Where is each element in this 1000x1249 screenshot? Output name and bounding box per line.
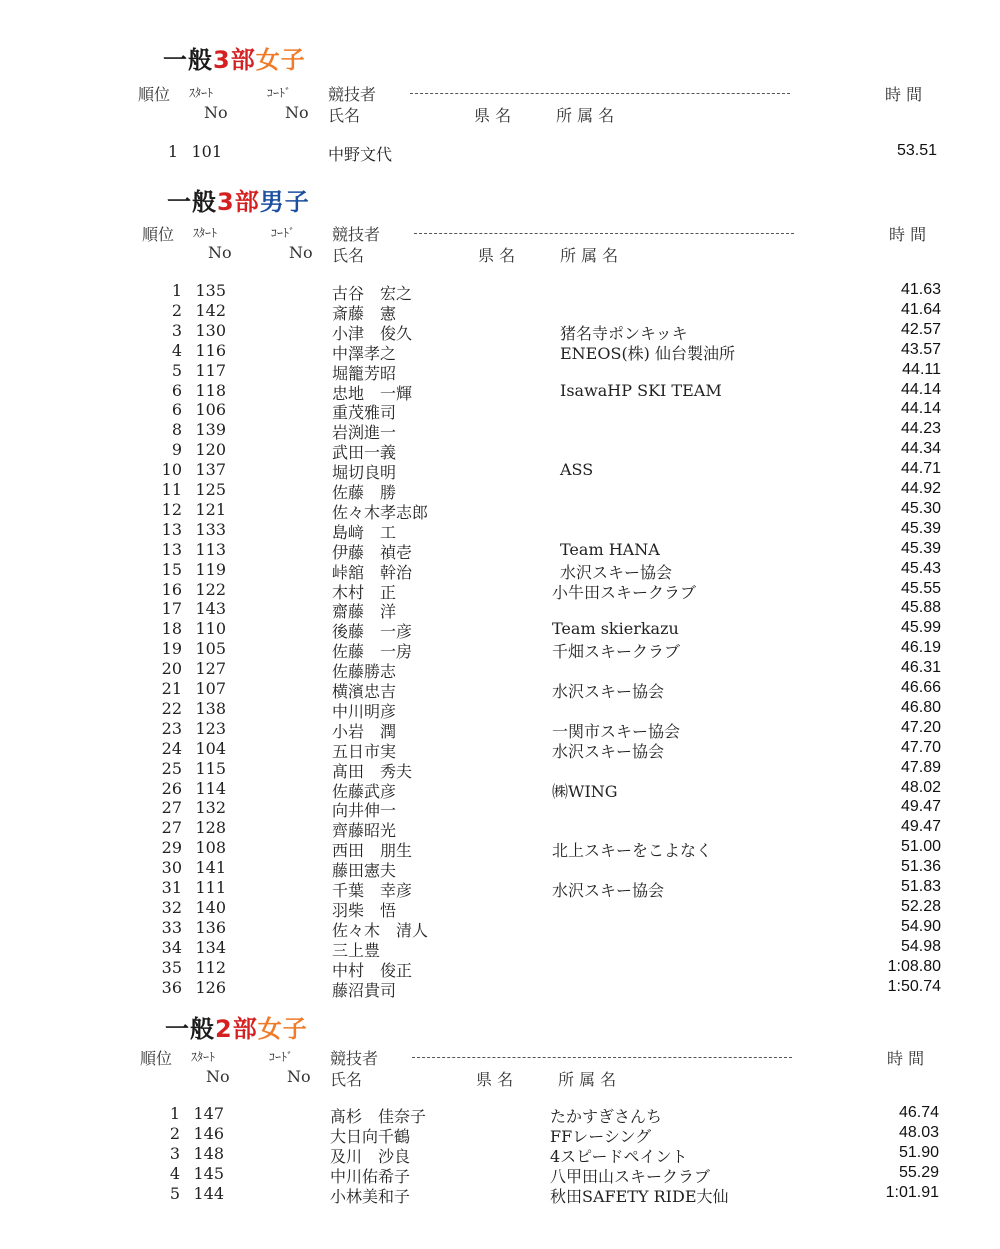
name-cell: 中澤孝之 xyxy=(332,344,397,363)
table-row xyxy=(0,1124,1000,1144)
rank-cell: 27 xyxy=(161,798,182,817)
affiliation-cell: IsawaHP SKI TEAM xyxy=(560,381,722,400)
name-cell: 小岩 潤 xyxy=(332,722,397,741)
name-cell: 峠舘 幹治 xyxy=(332,563,413,582)
start-no-cell: 145 xyxy=(193,1164,224,1183)
rank-cell: 32 xyxy=(161,898,182,917)
title-gender: 女子 xyxy=(257,1015,308,1043)
table-row xyxy=(0,560,1000,580)
affiliation-cell: 水沢スキー協会 xyxy=(560,563,673,582)
header-prefecture: 県 名 xyxy=(478,246,516,265)
rank-cell: 29 xyxy=(161,838,182,857)
rank-cell: 4 xyxy=(171,341,182,360)
name-cell: 中川佑希子 xyxy=(330,1167,411,1186)
table-row xyxy=(0,500,1000,520)
time-cell: 46.66 xyxy=(900,679,941,696)
name-cell: 岩渕進一 xyxy=(332,423,397,442)
title-division: 2部 xyxy=(215,1015,258,1043)
table-row xyxy=(0,779,1000,799)
name-cell: 小林美和子 xyxy=(330,1187,411,1206)
name-cell: 齋藤 洋 xyxy=(332,602,397,621)
table-row xyxy=(0,858,1000,878)
rank-cell: 35 xyxy=(161,958,182,977)
header-time: 時 間 xyxy=(889,225,927,244)
title-gender: 女子 xyxy=(255,46,306,74)
table-row xyxy=(0,381,1000,401)
time-cell: 44.71 xyxy=(900,460,941,477)
header-competitor: 競技者 xyxy=(332,225,381,244)
time-cell: 54.90 xyxy=(900,918,941,935)
table-row xyxy=(0,480,1000,500)
affiliation-cell: 一関市スキー協会 xyxy=(552,722,681,741)
header-start-no: No xyxy=(208,243,232,262)
affiliation-cell: 千畑スキークラブ xyxy=(552,642,681,661)
table-row xyxy=(0,400,1000,420)
rank-cell: 23 xyxy=(161,719,182,738)
header-rank: 順位 xyxy=(140,1049,173,1068)
rank-cell: 1 xyxy=(169,1104,180,1123)
start-no-cell: 132 xyxy=(195,798,226,817)
affiliation-cell: 小牛田スキークラブ xyxy=(552,583,697,602)
time-cell: 45.88 xyxy=(900,599,941,616)
name-cell: 羽柴 悟 xyxy=(332,901,397,920)
start-no-cell: 111 xyxy=(195,878,226,897)
rank-cell: 22 xyxy=(161,699,182,718)
table-row xyxy=(0,1184,1000,1204)
affiliation-cell: ASS xyxy=(560,460,594,479)
affiliation-cell: 水沢スキー協会 xyxy=(552,682,665,701)
time-cell: 44.14 xyxy=(900,381,941,398)
header-name: 氏名 xyxy=(330,1070,363,1089)
name-cell: 佐藤 一房 xyxy=(332,642,413,661)
start-no-cell: 128 xyxy=(195,818,226,837)
start-no-cell: 148 xyxy=(193,1144,224,1163)
table-row xyxy=(0,898,1000,918)
time-cell: 51.00 xyxy=(900,838,941,855)
affiliation-cell: 北上スキーをこよなく xyxy=(552,841,713,860)
time-cell: 44.23 xyxy=(900,420,941,437)
rank-cell: 25 xyxy=(161,759,182,778)
name-cell: 武田一義 xyxy=(332,443,397,462)
start-no-cell: 135 xyxy=(195,281,226,300)
start-no-cell: 118 xyxy=(195,381,226,400)
time-cell: 51.36 xyxy=(900,858,941,875)
affiliation-cell: ENEOS(株) 仙台製油所 xyxy=(560,344,736,363)
start-no-cell: 122 xyxy=(195,580,226,599)
name-cell: 佐々木孝志郎 xyxy=(332,503,429,522)
start-no-cell: 133 xyxy=(195,520,226,539)
time-cell: 51.90 xyxy=(898,1144,939,1161)
start-no-cell: 142 xyxy=(195,301,226,320)
time-cell: 48.03 xyxy=(898,1124,939,1141)
header-affiliation: 所 属 名 xyxy=(560,246,619,265)
title-division: 3部 xyxy=(213,46,256,74)
table-row xyxy=(0,659,1000,679)
start-no-cell: 105 xyxy=(195,639,226,658)
time-cell: 47.89 xyxy=(900,759,941,776)
table-row xyxy=(0,1144,1000,1164)
affiliation-cell: 水沢スキー協会 xyxy=(552,881,665,900)
rank-cell: 6 xyxy=(171,400,182,419)
table-row xyxy=(0,918,1000,938)
header-competitor: 競技者 xyxy=(330,1049,379,1068)
start-no-cell: 113 xyxy=(195,540,226,559)
table-row xyxy=(0,739,1000,759)
time-cell: 44.11 xyxy=(902,361,941,378)
start-no-cell: 121 xyxy=(195,500,226,519)
rank-cell: 26 xyxy=(161,779,182,798)
start-no-cell: 114 xyxy=(195,779,226,798)
name-cell: 佐々木 清人 xyxy=(332,921,429,940)
affiliation-cell: Team HANA xyxy=(560,540,660,559)
start-no-cell: 108 xyxy=(195,838,226,857)
affiliation-cell: 4スピードペイント xyxy=(550,1147,688,1166)
rank-cell: 30 xyxy=(161,858,182,877)
name-cell: 島﨑 工 xyxy=(332,523,397,542)
header-rank: 順位 xyxy=(142,225,175,244)
name-cell: 堀籠芳昭 xyxy=(332,364,397,383)
table-row xyxy=(0,142,1000,162)
header-time: 時 間 xyxy=(887,1049,925,1068)
header-time: 時 間 xyxy=(885,85,923,104)
title-category: 一般 xyxy=(165,1015,215,1043)
rank-cell: 9 xyxy=(171,440,182,459)
name-cell: 横濱忠吉 xyxy=(332,682,397,701)
start-no-cell: 106 xyxy=(195,400,226,419)
time-cell: 47.20 xyxy=(900,719,941,736)
name-cell: 堀切良明 xyxy=(332,463,397,482)
name-cell: 中村 俊正 xyxy=(332,961,413,980)
header-start: ｽﾀｰﾄ xyxy=(189,86,214,100)
start-no-cell: 120 xyxy=(195,440,226,459)
header-start-no: No xyxy=(204,103,228,122)
time-cell: 45.99 xyxy=(900,619,941,636)
name-cell: 髙杉 佳奈子 xyxy=(330,1107,427,1126)
affiliation-cell: Team skierkazu xyxy=(552,619,679,638)
start-no-cell: 137 xyxy=(195,460,226,479)
rank-cell: 15 xyxy=(161,560,182,579)
table-row xyxy=(0,520,1000,540)
time-cell: 54.98 xyxy=(900,938,941,955)
table-row xyxy=(0,301,1000,321)
header-divider xyxy=(410,93,790,94)
header-code: ｺｰﾄﾞ xyxy=(269,1050,294,1064)
table-row xyxy=(0,420,1000,440)
name-cell: 五日市実 xyxy=(332,742,397,761)
name-cell: 伊藤 禎壱 xyxy=(332,543,413,562)
name-cell: 木村 正 xyxy=(332,583,397,602)
start-no-cell: 104 xyxy=(195,739,226,758)
name-cell: 西田 朋生 xyxy=(332,841,413,860)
start-no-cell: 141 xyxy=(195,858,226,877)
rank-cell: 13 xyxy=(161,540,182,559)
header-code-no: No xyxy=(285,103,309,122)
table-row xyxy=(0,540,1000,560)
time-cell: 46.19 xyxy=(900,639,941,656)
start-no-cell: 136 xyxy=(195,918,226,937)
time-cell: 44.34 xyxy=(900,440,941,457)
rank-cell: 21 xyxy=(161,679,182,698)
name-cell: 向井伸一 xyxy=(332,801,397,820)
header-start: ｽﾀｰﾄ xyxy=(193,226,218,240)
rank-cell: 18 xyxy=(161,619,182,638)
time-cell: 49.47 xyxy=(900,818,941,835)
time-cell: 55.29 xyxy=(898,1164,939,1181)
header-start: ｽﾀｰﾄ xyxy=(191,1050,216,1064)
time-cell: 52.28 xyxy=(900,898,941,915)
start-no-cell: 119 xyxy=(195,560,226,579)
time-cell: 46.31 xyxy=(900,659,941,676)
affiliation-cell: 八甲田山スキークラブ xyxy=(550,1167,711,1186)
start-no-cell: 144 xyxy=(193,1184,224,1203)
time-cell: 47.70 xyxy=(900,739,941,756)
name-cell: 後藤 一彦 xyxy=(332,622,413,641)
start-no-cell: 112 xyxy=(195,958,226,977)
affiliation-cell: たかすぎさんち xyxy=(550,1107,663,1126)
affiliation-cell: ㈱WING xyxy=(552,782,618,801)
header-prefecture: 県 名 xyxy=(474,106,512,125)
table-row xyxy=(0,679,1000,699)
start-no-cell: 130 xyxy=(195,321,226,340)
rank-cell: 19 xyxy=(161,639,182,658)
table-row xyxy=(0,1164,1000,1184)
header-divider xyxy=(414,233,794,234)
start-no-cell: 138 xyxy=(195,699,226,718)
start-no-cell: 139 xyxy=(195,420,226,439)
table-row xyxy=(0,978,1000,998)
start-no-cell: 146 xyxy=(193,1124,224,1143)
table-row xyxy=(0,958,1000,978)
name-cell: 小津 俊久 xyxy=(332,324,413,343)
time-cell: 45.39 xyxy=(900,520,941,537)
rank-cell: 27 xyxy=(161,818,182,837)
table-row xyxy=(0,341,1000,361)
start-no-cell: 126 xyxy=(195,978,226,997)
table-row xyxy=(0,759,1000,779)
time-cell: 49.47 xyxy=(900,798,941,815)
name-cell: 佐藤勝志 xyxy=(332,662,397,681)
start-no-cell: 134 xyxy=(195,938,226,957)
time-cell: 45.30 xyxy=(900,500,941,517)
rank-cell: 16 xyxy=(161,580,182,599)
name-cell: 大日向千鶴 xyxy=(330,1127,411,1146)
header-code: ｺｰﾄﾞ xyxy=(267,86,292,100)
rank-cell: 5 xyxy=(169,1184,180,1203)
title-division: 3部 xyxy=(217,188,260,216)
time-cell: 45.55 xyxy=(900,580,941,597)
table-row xyxy=(0,440,1000,460)
rank-cell: 3 xyxy=(169,1144,180,1163)
table-row xyxy=(0,619,1000,639)
table-row xyxy=(0,798,1000,818)
time-cell: 48.02 xyxy=(900,779,941,796)
time-cell: 45.39 xyxy=(900,540,941,557)
title-category: 一般 xyxy=(163,46,213,74)
time-cell: 42.57 xyxy=(900,321,941,338)
section-title xyxy=(167,182,310,217)
table-row xyxy=(0,699,1000,719)
time-cell: 53.51 xyxy=(896,142,937,159)
name-cell: 佐藤 勝 xyxy=(332,483,397,502)
rank-cell: 4 xyxy=(169,1164,180,1183)
header-divider xyxy=(412,1057,792,1058)
name-cell: 古谷 宏之 xyxy=(332,284,413,303)
table-row xyxy=(0,639,1000,659)
table-row xyxy=(0,321,1000,341)
start-no-cell: 101 xyxy=(191,142,222,161)
rank-cell: 5 xyxy=(171,361,182,380)
time-cell: 46.80 xyxy=(900,699,941,716)
rank-cell: 1 xyxy=(167,142,178,161)
rank-cell: 13 xyxy=(161,520,182,539)
start-no-cell: 110 xyxy=(195,619,226,638)
header-rank: 順位 xyxy=(138,85,171,104)
rank-cell: 6 xyxy=(171,381,182,400)
name-cell: 髙田 秀夫 xyxy=(332,762,413,781)
name-cell: 忠地 一輝 xyxy=(332,384,413,403)
rank-cell: 12 xyxy=(161,500,182,519)
affiliation-cell: FFレーシング xyxy=(550,1127,652,1146)
table-row xyxy=(0,580,1000,600)
header-code: ｺｰﾄﾞ xyxy=(271,226,296,240)
table-row xyxy=(0,599,1000,619)
rank-cell: 8 xyxy=(171,420,182,439)
affiliation-cell: 秋田SAFETY RIDE大仙 xyxy=(550,1187,729,1206)
name-cell: 千葉 幸彦 xyxy=(332,881,413,900)
header-affiliation: 所 属 名 xyxy=(558,1070,617,1089)
rank-cell: 24 xyxy=(161,739,182,758)
start-no-cell: 115 xyxy=(195,759,226,778)
section-title xyxy=(163,40,306,75)
header-name: 氏名 xyxy=(328,106,361,125)
header-code-no: No xyxy=(287,1067,311,1086)
name-cell: 三上豊 xyxy=(332,941,381,960)
rank-cell: 2 xyxy=(169,1124,180,1143)
name-cell: 藤田憲夫 xyxy=(332,861,397,880)
name-cell: 齊藤昭光 xyxy=(332,821,397,840)
table-row xyxy=(0,818,1000,838)
start-no-cell: 127 xyxy=(195,659,226,678)
rank-cell: 20 xyxy=(161,659,182,678)
name-cell: 斎藤 憲 xyxy=(332,304,397,323)
time-cell: 44.14 xyxy=(900,400,941,417)
table-row xyxy=(0,361,1000,381)
table-row xyxy=(0,719,1000,739)
time-cell: 43.57 xyxy=(900,341,941,358)
name-cell: 重茂雅司 xyxy=(332,403,397,422)
time-cell: 51.83 xyxy=(900,878,941,895)
rank-cell: 2 xyxy=(171,301,182,320)
time-cell: 1:08.80 xyxy=(887,958,941,975)
start-no-cell: 123 xyxy=(195,719,226,738)
header-name: 氏名 xyxy=(332,246,365,265)
rank-cell: 33 xyxy=(161,918,182,937)
affiliation-cell: 猪名寺ポンキッキ xyxy=(560,324,688,343)
time-cell: 1:01.91 xyxy=(885,1184,939,1201)
section-title xyxy=(165,1009,308,1044)
name-cell: 佐藤武彦 xyxy=(332,782,397,801)
rank-cell: 10 xyxy=(161,460,182,479)
name-cell: 藤沼貴司 xyxy=(332,981,397,1000)
rank-cell: 31 xyxy=(161,878,182,897)
start-no-cell: 125 xyxy=(195,480,226,499)
table-row xyxy=(0,938,1000,958)
time-cell: 1:50.74 xyxy=(887,978,941,995)
start-no-cell: 107 xyxy=(195,679,226,698)
header-prefecture: 県 名 xyxy=(476,1070,514,1089)
header-competitor: 競技者 xyxy=(328,85,377,104)
table-row xyxy=(0,838,1000,858)
start-no-cell: 147 xyxy=(193,1104,224,1123)
start-no-cell: 143 xyxy=(195,599,226,618)
rank-cell: 36 xyxy=(161,978,182,997)
time-cell: 45.43 xyxy=(900,560,941,577)
name-cell: 及川 沙良 xyxy=(330,1147,411,1166)
time-cell: 46.74 xyxy=(898,1104,939,1121)
header-start-no: No xyxy=(206,1067,230,1086)
time-cell: 41.64 xyxy=(900,301,941,318)
time-cell: 44.92 xyxy=(900,480,941,497)
rank-cell: 34 xyxy=(161,938,182,957)
table-row xyxy=(0,460,1000,480)
table-row xyxy=(0,878,1000,898)
affiliation-cell: 水沢スキー協会 xyxy=(552,742,665,761)
rank-cell: 3 xyxy=(171,321,182,340)
title-gender: 男子 xyxy=(259,188,310,216)
table-row xyxy=(0,281,1000,301)
time-cell: 41.63 xyxy=(900,281,941,298)
header-affiliation: 所 属 名 xyxy=(556,106,615,125)
start-no-cell: 140 xyxy=(195,898,226,917)
name-cell: 中野文代 xyxy=(328,145,393,164)
rank-cell: 11 xyxy=(161,480,182,499)
rank-cell: 17 xyxy=(161,599,182,618)
title-category: 一般 xyxy=(167,188,217,216)
header-code-no: No xyxy=(289,243,313,262)
start-no-cell: 116 xyxy=(195,341,226,360)
name-cell: 中川明彦 xyxy=(332,702,397,721)
rank-cell: 1 xyxy=(171,281,182,300)
start-no-cell: 117 xyxy=(195,361,226,380)
table-row xyxy=(0,1104,1000,1124)
